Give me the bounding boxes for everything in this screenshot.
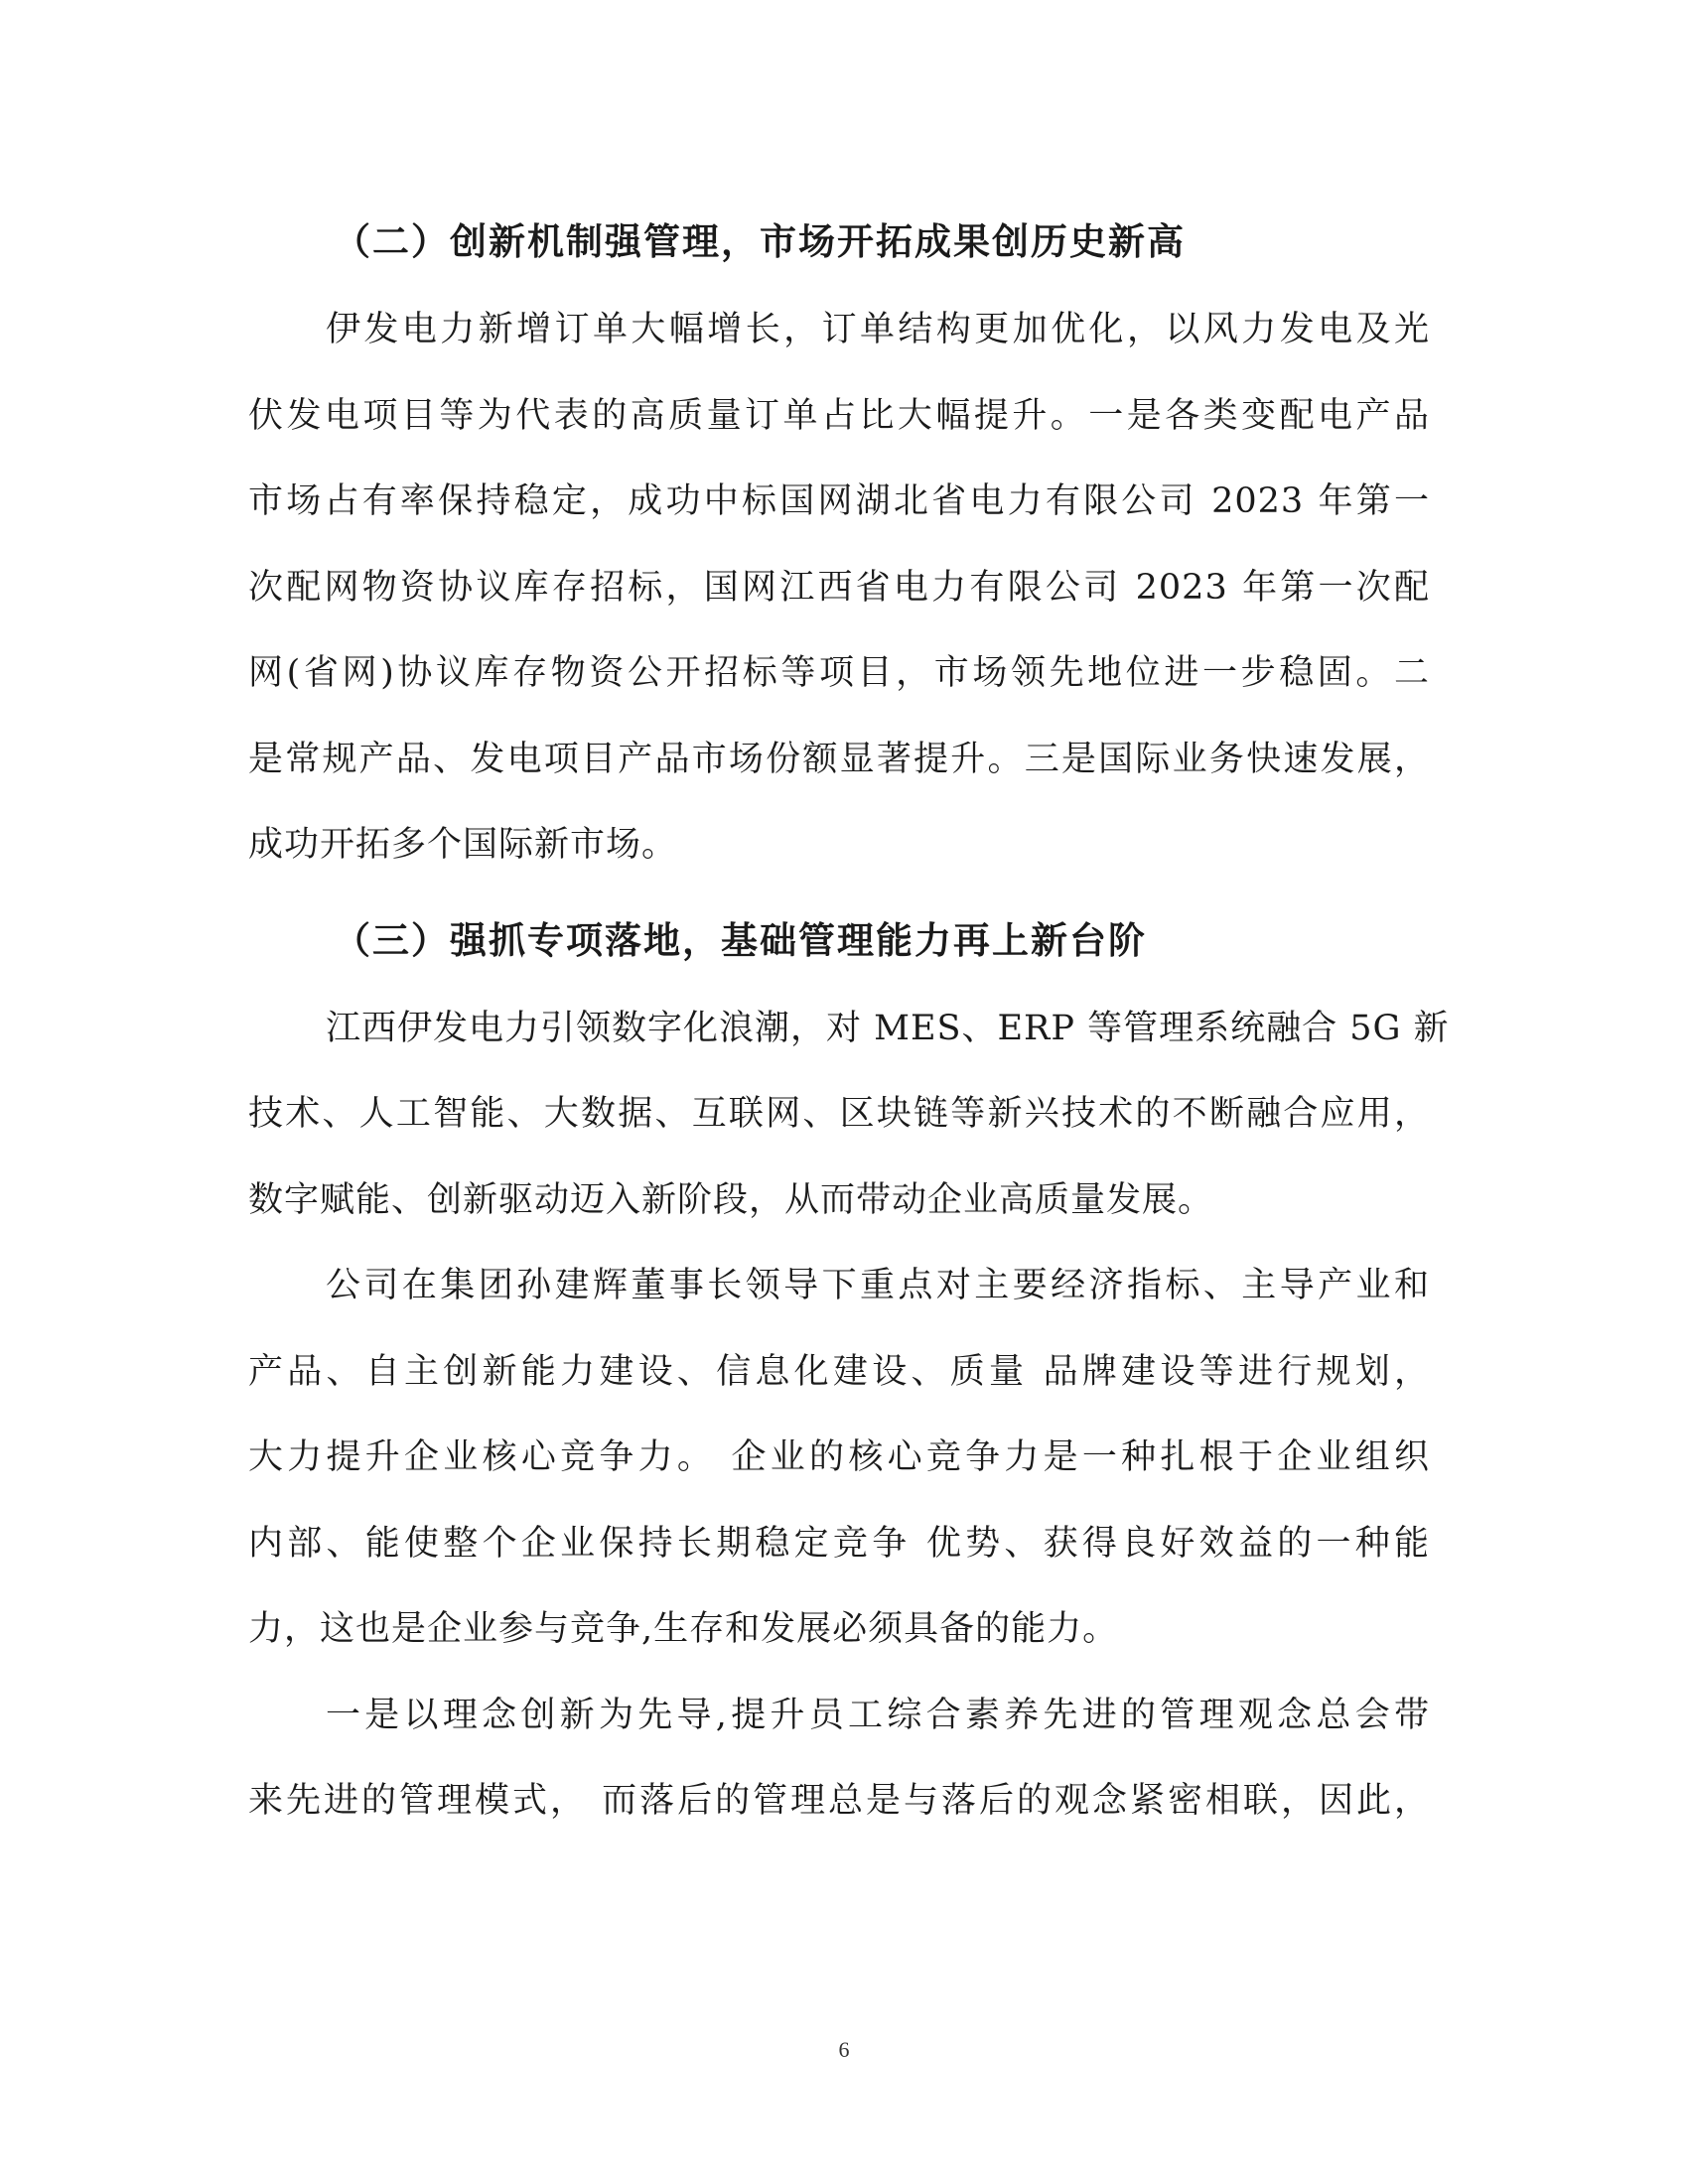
section-3-paragraph-3: [248, 1673, 1430, 1844]
paragraph-line: 力，这也是企业参与竞争,生存和发展必须具备的能力。: [248, 1609, 1119, 1649]
paragraph-line: 市场占有率保持稳定，成功中标国网湖北省电力有限公司 2023 年第一: [248, 481, 1430, 521]
section-2-paragraph-1: [248, 287, 1430, 888]
paragraph-line: 伊发电力新增订单大幅增长，订单结构更加优化，以风力发电及光: [326, 310, 1430, 349]
section-3-heading: （三）强抓专项落地，基础管理能力再上新台阶: [334, 918, 1147, 962]
section-3-paragraph-1: [248, 986, 1450, 1244]
paragraph-line: 大力提升企业核心竞争力。 企业的核心竞争力是一种扎根于企业组织: [248, 1437, 1430, 1477]
paragraph-line: 成功开拓多个国际新市场。: [248, 825, 678, 865]
paragraph-line: 公司在集团孙建辉董事长领导下重点对主要经济指标、主导产业和: [326, 1266, 1430, 1305]
paragraph-line: 一是以理念创新为先导,提升员工综合素养先进的管理观念总会带: [326, 1695, 1430, 1735]
paragraph-line: 次配网物资协议库存招标，国网江西省电力有限公司 2023 年第一次配: [248, 567, 1430, 608]
paragraph-line: 伏发电项目等为代表的高质量订单占比大幅提升。一是各类变配电产品: [248, 395, 1430, 436]
paragraph-line: 来先进的管理模式， 而落后的管理总是与落后的观念紧密相联，因此，: [248, 1781, 1430, 1821]
paragraph-line: 产品、自主创新能力建设、信息化建设、质量 品牌建设等进行规划，: [248, 1351, 1430, 1392]
paragraph-line: 技术、人工智能、大数据、互联网、区块链等新兴技术的不断融合应用，: [248, 1094, 1430, 1134]
paragraph-line: 江西伊发电力引领数字化浪潮，对 MES、ERP 等管理系统融合 5G 新: [326, 1008, 1450, 1048]
paragraph-line: 内部、能使整个企业保持长期稳定竞争 优势、获得良好效益的一种能: [248, 1523, 1430, 1564]
section-3-paragraph-2: [248, 1243, 1430, 1673]
paragraph-line: 网(省网)协议库存物资公开招标等项目，市场领先地位进一步稳固。二: [248, 653, 1430, 693]
paragraph-line: 数字赋能、创新驱动迈入新阶段，从而带动企业高质量发展。: [248, 1179, 1214, 1220]
paragraph-line: 是常规产品、发电项目产品市场份额显著提升。三是国际业务快速发展，: [248, 739, 1430, 779]
section-2-heading: （二）创新机制强管理，市场开拓成果创历史新高: [334, 220, 1186, 263]
page-body: [248, 204, 1450, 1844]
page-number: 6: [838, 2037, 850, 2062]
